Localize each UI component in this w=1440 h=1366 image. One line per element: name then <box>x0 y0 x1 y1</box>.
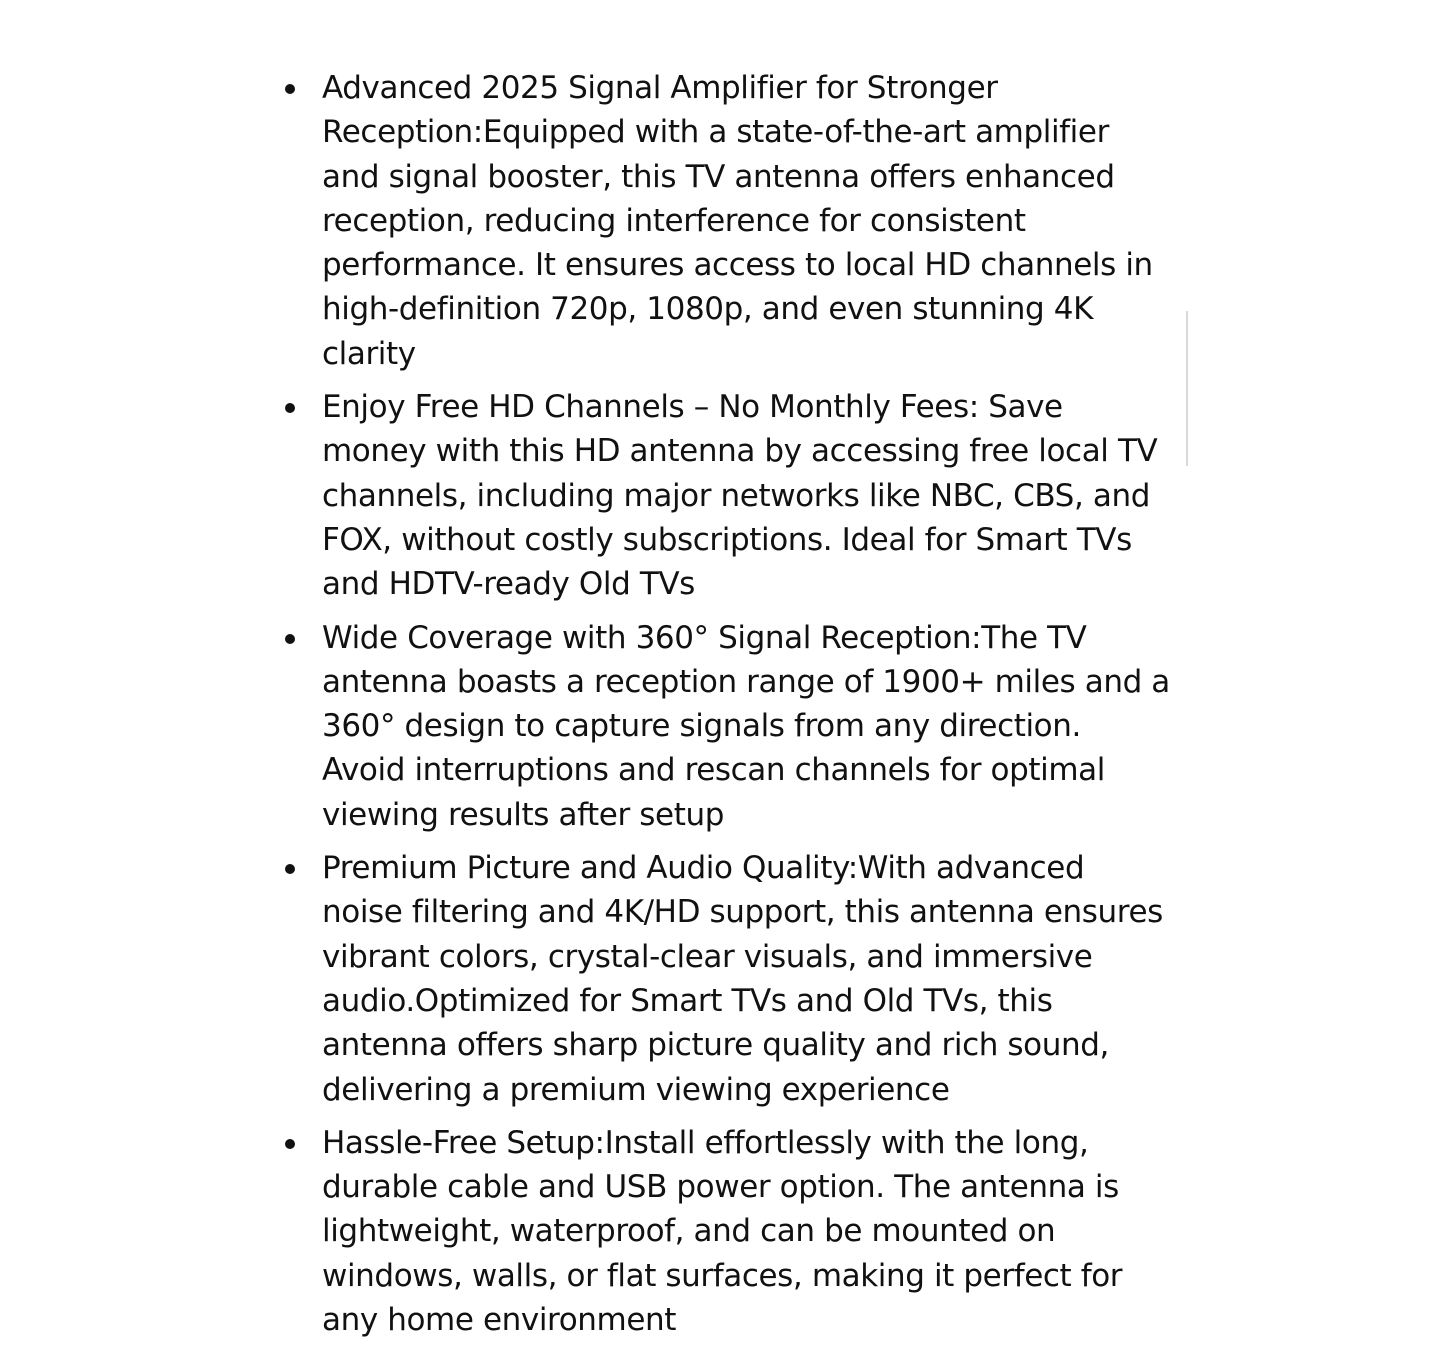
feature-text: Wide Coverage with 360° Signal Reception:The TV antenna boasts a reception range of 1900+ miles and a 360° design to capture signals from any direction. Avoid interruptions and rescan channels for optimal viewing results after setup <box>322 619 1170 833</box>
bullet-icon <box>285 403 295 413</box>
bullet-icon <box>285 634 295 644</box>
bullet-icon <box>285 1139 295 1149</box>
feature-item <box>322 616 1172 837</box>
feature-item <box>322 66 1172 376</box>
bullet-icon <box>285 84 295 94</box>
feature-item <box>322 1121 1172 1342</box>
feature-text: Hassle-Free Setup:Install effortlessly with the long, durable cable and USB power option. The antenna is lightweight, waterproof, and can be mounted on windows, walls, or flat surfaces, making it perfect for any home environment <box>322 1124 1123 1339</box>
scrollbar-track[interactable] <box>1186 311 1188 466</box>
bullet-icon <box>285 864 295 874</box>
feature-item <box>322 385 1172 606</box>
feature-text: Enjoy Free HD Channels – No Monthly Fees: Save money with this HD antenna by accessing free local TV channels, including major networks like NBC, CBS, and FOX, without costly subscriptions. Ideal for Smart TVs and HDTV-ready Old TVs <box>322 389 1158 603</box>
feature-item <box>322 846 1172 1112</box>
feature-bullet-list <box>322 66 1172 1351</box>
feature-text: Advanced 2025 Signal Amplifier for Stronger Reception:Equipped with a state-of-the-art amplifier and signal booster, this TV antenna offers enhanced reception, reducing interference for consistent performance. It ensures access to local HD channels in high-definition 720p, 1080p, and even stunning 4K clarity <box>322 70 1153 372</box>
feature-text: Premium Picture and Audio Quality:With advanced noise filtering and 4K/HD support, this antenna ensures vibrant colors, crystal-clear visuals, and immersive audio.Optimized for Smart TVs and Old TVs, this antenna offers sharp picture quality and rich sound, delivering a premium viewing experience <box>322 850 1163 1108</box>
